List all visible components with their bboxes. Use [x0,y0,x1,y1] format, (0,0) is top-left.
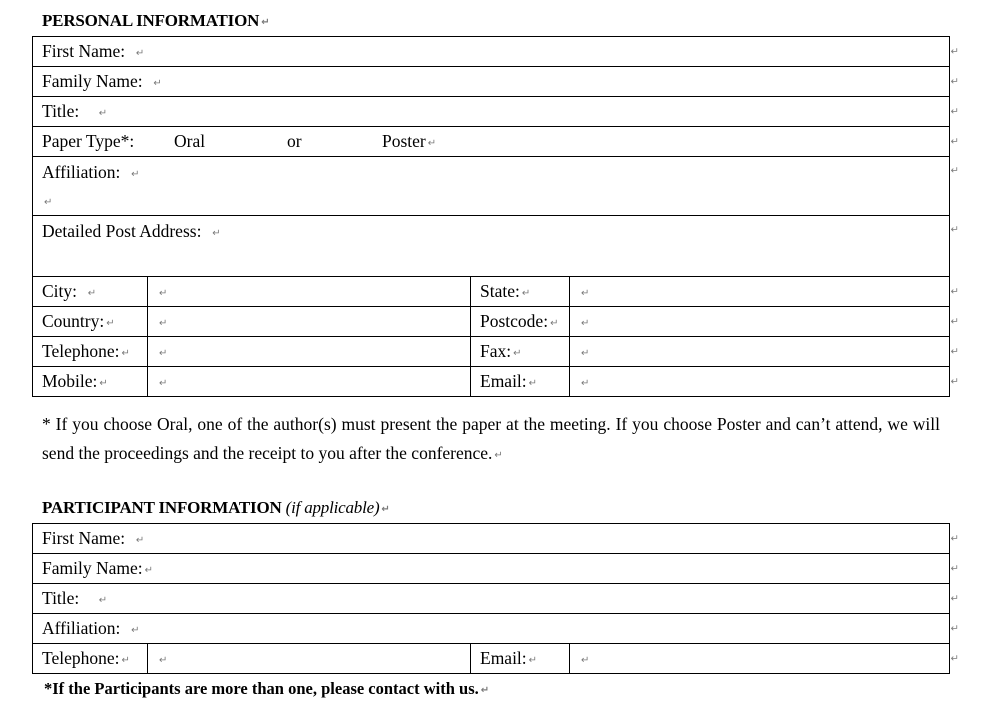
table-row [33,367,950,397]
postcode-input[interactable]: ↵ ↵ [570,307,950,337]
country-label: Country: ↵ [33,307,148,337]
table-row [33,614,950,644]
paper-type-label: Paper Type*: [42,131,135,151]
telephone-input[interactable]: ↵ [148,337,471,367]
personal-info-table [32,36,960,397]
participants-contact-note: *If the Participants are more than one, please contact with us. ↵ [44,679,490,698]
table-row [33,97,950,127]
first-name-field[interactable]: First Name: ↵ ↵ [33,37,950,67]
participant-telephone-input[interactable]: ↵ [148,644,471,674]
personal-info-heading: PERSONAL INFORMATION ↵ [42,11,270,30]
table-row [33,157,950,216]
participant-email-label: Email: ↵ [471,644,570,674]
paper-type-oral-option[interactable]: Oral [174,131,206,151]
affiliation-field[interactable]: Affiliation: ↵ ↵ ↵ [33,157,950,216]
fax-label: Fax: ↵ [471,337,570,367]
state-input[interactable]: ↵ ↵ [570,277,950,307]
participant-email-input[interactable]: ↵ ↵ [570,644,950,674]
email-label: Email: ↵ [471,367,570,397]
participant-heading-note: (if applicable) [285,498,380,517]
table-row [33,524,950,554]
table-row [33,554,950,584]
state-label: State: ↵ [471,277,570,307]
table-row [33,307,950,337]
table-row [33,37,950,67]
table-row [33,216,950,277]
table-row [33,644,950,674]
fax-input[interactable]: ↵ ↵ [570,337,950,367]
participant-info-heading: PARTICIPANT INFORMATION (if applicable) ↵ [42,498,390,517]
mobile-input[interactable]: ↵ [148,367,471,397]
paper-type-poster-option[interactable]: Poster ↵ [382,131,437,151]
table-row [33,277,950,307]
participant-info-table [32,523,960,674]
table-row [33,127,950,157]
telephone-label: Telephone: ↵ [33,337,148,367]
paper-type-note: * If you choose Oral, one of the author(s) must present the paper at the meeting. If you choose Poster and can’t attend, we will send the proceedings and the receipt to you after the conference. ↵ [42,414,940,463]
participant-title-field[interactable]: Title: ↵ ↵ [33,584,950,614]
paper-type-or-text: or [287,131,302,151]
city-input[interactable]: ↵ [148,277,471,307]
mobile-label: Mobile: ↵ [33,367,148,397]
table-row [33,337,950,367]
participant-telephone-label: Telephone: ↵ [33,644,148,674]
paper-type-field[interactable]: Paper Type*: Oral or Poster ↵ ↵ [33,127,950,157]
country-input[interactable]: ↵ [148,307,471,337]
participant-family-name-field[interactable]: Family Name: ↵ ↵ [33,554,950,584]
post-address-field[interactable]: Detailed Post Address: ↵ ↵ [33,216,950,277]
table-row [33,67,950,97]
title-field[interactable]: Title: ↵ ↵ [33,97,950,127]
city-label: City: ↵ [33,277,148,307]
email-input[interactable]: ↵ ↵ [570,367,950,397]
participant-first-name-field[interactable]: First Name: ↵ ↵ [33,524,950,554]
postcode-label: Postcode: ↵ [471,307,570,337]
table-row [33,584,950,614]
family-name-field[interactable]: Family Name: ↵ ↵ [33,67,950,97]
participant-affiliation-field[interactable]: Affiliation: ↵ ↵ [33,614,950,644]
